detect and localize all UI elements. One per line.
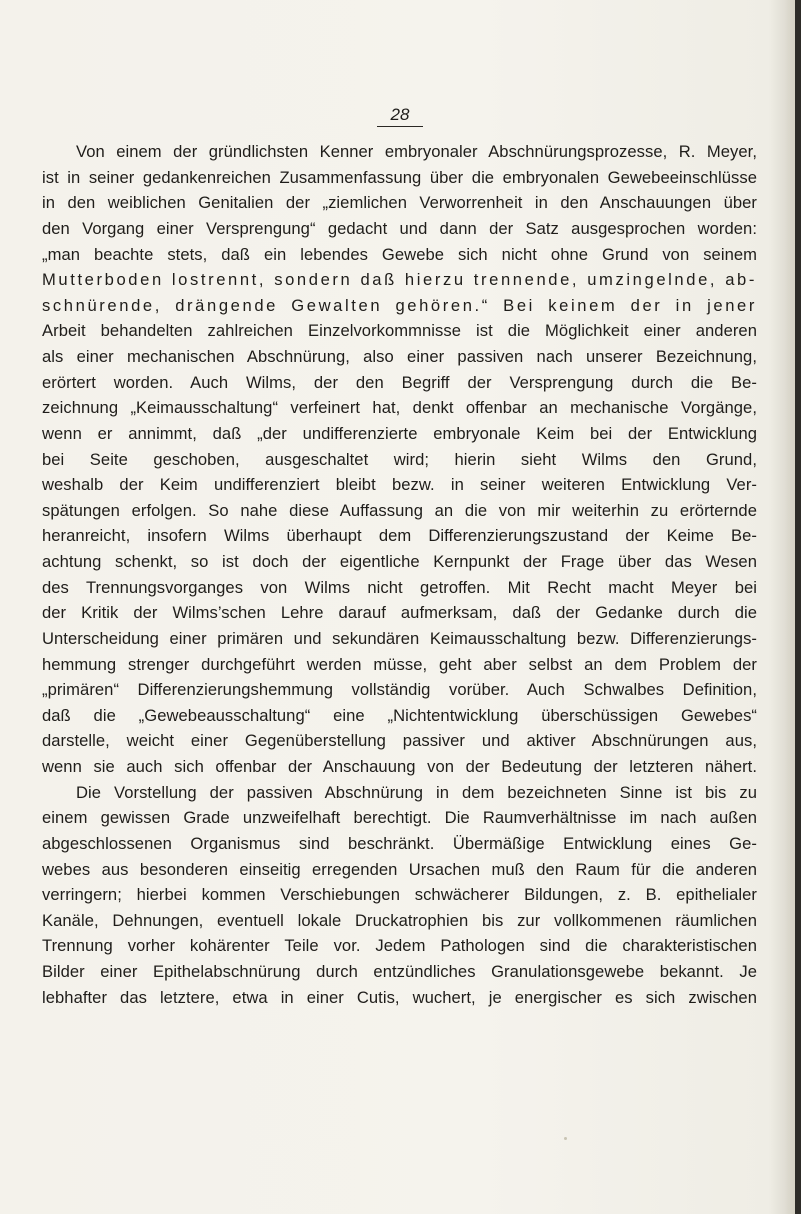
page-edge-shading [785,0,795,1214]
text-line: Arbeit behandelten zahlreichen Einzelvorkommnisse ist die Möglichkeit einer anderen [42,321,757,341]
text-line: daß die „Gewebeausschaltung“ eine „Nichtentwicklung überschüssigen Gewebes“ [42,705,757,725]
text-line: erörtert worden. Auch Wilms, der den Begriff der Versprengung durch die Be- [42,372,757,392]
page-number: 28 [377,104,423,127]
text-line: Von einem der gründlichsten Kenner embryonaler Abschnürungsprozesse, R. Meyer, [76,142,757,161]
body-text [42,139,757,1010]
text-line: Die Vorstellung der passiven Abschnürung in dem bezeichneten Sinne ist bis zu [76,782,757,802]
text-line: heranreicht, insofern Wilms überhaupt dem Differenzierungszustand der Keime Be- [42,526,757,546]
text-line: zeichnung „Keimausschaltung“ verfeinert hat, denkt offenbar an mechanische Vorgänge, [42,398,757,418]
text-line: bei Seite geschoben, ausgeschaltet wird; hierin sieht Wilms den Grund, [42,449,757,469]
paper-speck [564,1137,567,1140]
text-line: den Vorgang einer Versprengung“ gedacht und dann der Satz ausgesprochen worden: [42,218,757,238]
text-line: verringern; hierbei kommen Verschiebungen schwächerer Bildungen, z. B. epithelialer [42,885,757,905]
text-line: lebhafter das letztere, etwa in einer Cutis, wuchert, je energischer es sich zwischen [42,987,757,1007]
text-line: spätungen erfolgen. So nahe diese Auffassung an die von mir weiterhin zu erörternde [42,500,757,520]
text-line: in den weiblichen Genitalien der „ziemlichen Verworrenheit in den Anschauungen über [42,193,757,213]
text-line: webes aus besonderen einseitig erregenden Ursachen muß den Raum für die anderen [42,859,757,879]
page-edge-shadow [795,0,801,1214]
text-line: „primären“ Differenzierungshemmung vollständig vorüber. Auch Schwalbes Definition, [42,680,757,700]
text-line: des Trennungsvorganges von Wilms nicht getroffen. Mit Recht macht Meyer bei [42,577,757,597]
text-line: Unterscheidung einer primären und sekundären Keimausschaltung bezw. Differenzierungs- [42,628,757,648]
text-line: abgeschlossenen Organismus sind beschränkt. Übermäßige Entwicklung eines Ge- [42,833,757,853]
text-line: wenn sie auch sich offenbar der Anschauung von der Bedeutung der letzteren nähert. [42,757,757,776]
text-line: Bilder einer Epithelabschnürung durch entzündliches Granulationsgewebe bekannt. Je [42,962,757,981]
text-line: ist in seiner gedankenreichen Zusammenfassung über die embryonalen Gewebeeinschlüsse [42,167,757,187]
text-line: darstelle, weicht einer Gegenüberstellung passiver und aktiver Abschnürungen aus, [42,731,757,751]
text-line: Kanäle, Dehnungen, eventuell lokale Druckatrophien bis zur vollkommenen räumlichen [42,910,757,930]
text-line: achtung schenkt, so ist doch der eigentliche Kernpunkt der Frage über das Wesen [42,552,757,571]
text-line: einem gewissen Grade unzweifelhaft berechtigt. Die Raumverhältnisse im nach außen [42,808,757,828]
text-line: Trennung vorher kohärenter Teile vor. Jedem Pathologen sind die charakteristischen [42,936,757,956]
text-line: schnürende, drängende Gewalten gehören.“ Bei keinem der in jener [42,295,757,315]
text-line: Mutterboden lostrennt, sondern daß hierzu trennende, umzingelnde, ab- [42,270,757,290]
text-line: „man beachte stets, daß ein lebendes Gewebe sich nicht ohne Grund von seinem [42,244,757,264]
text-line: als einer mechanischen Abschnürung, also einer passiven nach unserer Bezeichnung, [42,347,757,366]
text-line: hemmung strenger durchgeführt werden müsse, geht aber selbst an dem Problem der [42,654,757,674]
text-line: der Kritik der Wilms’schen Lehre darauf aufmerksam, daß der Gedanke durch die [42,603,757,623]
text-line: wenn er annimmt, daß „der undifferenzierte embryonale Keim bei der Entwicklung [42,423,757,443]
text-line: weshalb der Keim undifferenziert bleibt bezw. in seiner weiteren Entwicklung Ver- [42,475,757,495]
